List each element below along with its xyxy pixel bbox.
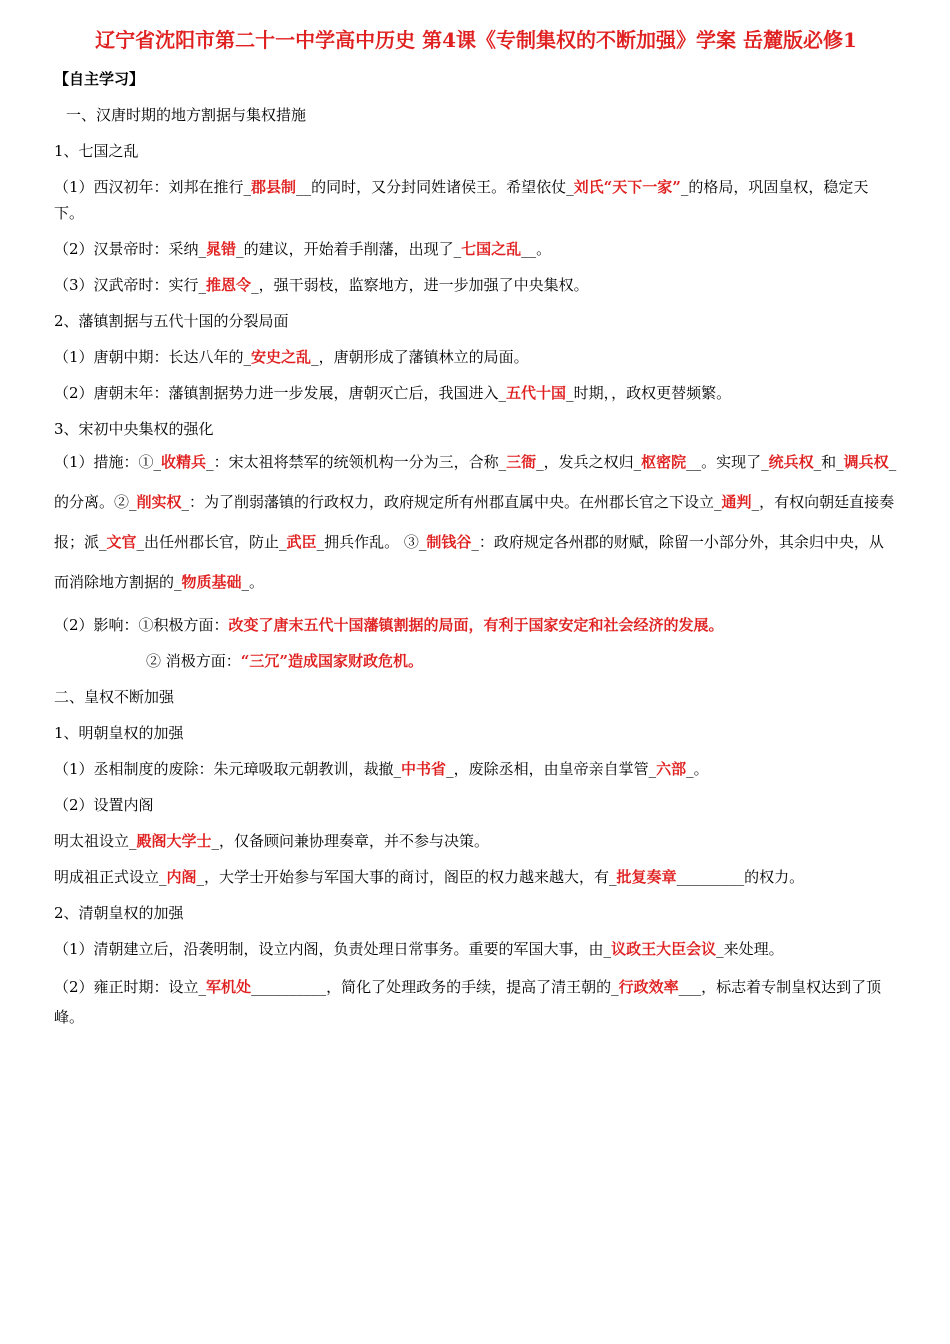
text: _，大学士开始参与军国大事的商讨，阁臣的权力越来越大，有_ <box>196 868 617 886</box>
text: _________的权力。 <box>676 868 805 886</box>
text: __的同时，又分封同姓诸侯王。希望依仗_ <box>296 178 574 196</box>
answer: 六部 <box>656 760 687 778</box>
text: _时期，，政权更替频繁。 <box>566 384 732 402</box>
text: _，仅备顾问兼协理奏章，并不参与决策。 <box>211 832 490 850</box>
part2-s2-p1 <box>54 936 898 962</box>
part1-s1-p3 <box>54 272 898 298</box>
page-title: 辽宁省沈阳市第二十一中学高中历史 第4课《专制集权的不断加强》学案 岳麓版必修1 <box>95 28 857 52</box>
part2-s1-p2: （2）设置内阁 <box>54 796 154 814</box>
part1-s3-heading: 3、宋初中央集权的强化 <box>54 420 214 438</box>
part1-s3-p2 <box>54 612 898 638</box>
answer: 枢密院 <box>641 453 687 471</box>
text: _的分离。②_ <box>54 453 897 511</box>
text: _和_ <box>813 453 844 471</box>
section-label: 【自主学习】 <box>54 70 145 88</box>
part1-s1-p2 <box>54 236 898 262</box>
text: （2）唐朝末年：藩镇割据势力进一步发展，唐朝灭亡后，我国进入_ <box>54 384 507 402</box>
answer: 改变了唐末五代十国藩镇割据的局面，有利于国家安定和社会经济的发展。 <box>228 616 724 634</box>
part2-s2-heading: 2、清朝皇权的加强 <box>54 904 184 922</box>
text: （3）汉武帝时：实行_ <box>54 276 207 294</box>
text: （2）汉景帝时：采纳_ <box>54 240 207 258</box>
part1-heading: 一、汉唐时期的地方割据与集权措施 <box>66 106 307 124</box>
answer: 中书省 <box>401 760 447 778</box>
part1-s2-p2 <box>54 380 898 406</box>
text: _拥兵作乱。 ③_ <box>316 533 427 551</box>
answer: 安史之乱 <box>251 348 312 366</box>
text: ___，标志着专制皇权达到了顶峰。 <box>54 978 882 1026</box>
answer: 殿阁大学士 <box>136 832 212 850</box>
part1-s1-heading: 1、七国之乱 <box>54 142 139 160</box>
answer: 收精兵 <box>161 453 207 471</box>
text: （2）影响：①积极方面： <box>54 616 229 634</box>
answer: 晁错 <box>206 240 237 258</box>
text: 明太祖设立_ <box>54 832 137 850</box>
part1-s2-p1 <box>54 344 898 370</box>
text: _，废除丞相，由皇帝亲自掌管_ <box>446 760 657 778</box>
text: _来处理。 <box>716 940 784 958</box>
answer: 七国之乱 <box>461 240 522 258</box>
text: _。 <box>686 760 709 778</box>
text: _，发兵之权归_ <box>536 453 642 471</box>
answer: 文官 <box>106 533 137 551</box>
answer: 行政效率 <box>618 978 679 996</box>
part2-s1-p3 <box>54 828 898 854</box>
part2-s2-p2 <box>54 972 898 1032</box>
answer: 统兵权 <box>768 453 814 471</box>
text: （1）措施：①_ <box>54 453 162 471</box>
text: _，强干弱枝，监察地方，进一步加强了中央集权。 <box>251 276 589 294</box>
text: （1）唐朝中期：长达八年的_ <box>54 348 252 366</box>
part2-heading: 二、皇权不断加强 <box>54 688 175 706</box>
part1-s2-heading: 2、藩镇割据与五代十国的分裂局面 <box>54 312 289 330</box>
text: _，唐朝形成了藩镇林立的局面。 <box>311 348 529 366</box>
text: （1）清朝建立后，沿袭明制，设立内阁，负责处理日常事务。重要的军国大事，由_ <box>54 940 612 958</box>
answer: 军机处 <box>206 978 252 996</box>
text: _：宋太祖将禁军的统领机构一分为三，合称_ <box>206 453 507 471</box>
text: （1）丞相制度的废除：朱元璋吸取元朝教训，裁撤_ <box>54 760 402 778</box>
answer: 郡县制 <box>251 178 297 196</box>
answer: 五代十国 <box>506 384 567 402</box>
text: 明成祖正式设立_ <box>54 868 167 886</box>
text: __。实现了_ <box>686 453 769 471</box>
answer: 批复奏章 <box>616 868 677 886</box>
answer: 调兵权 <box>843 453 889 471</box>
text: _出任州郡长官，防止_ <box>136 533 287 551</box>
answer: 刘氏“天下一家” <box>573 178 681 196</box>
text: _：为了削弱藩镇的行政权力，政府规定所有州郡直属中央。在州郡长官之下设立_ <box>181 493 722 511</box>
text: _，有权向朝廷直接奏报；派_ <box>54 493 895 551</box>
text: __________，简化了处理政务的手续，提高了清王朝的_ <box>251 978 619 996</box>
text: ② 消极方面： <box>146 652 241 670</box>
text: （2）雍正时期：设立_ <box>54 978 207 996</box>
part2-s1-heading: 1、明朝皇权的加强 <box>54 724 184 742</box>
text: _的格局，巩固皇权，稳定天下。 <box>54 178 869 222</box>
part2-s1-p1 <box>54 756 898 782</box>
answer: “三冗”造成国家财政危机。 <box>240 652 424 670</box>
answer: 议政王大臣会议 <box>611 940 717 958</box>
part2-s1-p4 <box>54 864 898 890</box>
part1-s1-p1 <box>54 174 898 226</box>
answer: 通判 <box>721 493 752 511</box>
text: _的建议，开始着手削藩，出现了_ <box>236 240 462 258</box>
answer: 推恩令 <box>206 276 252 294</box>
answer: 削实权 <box>136 493 182 511</box>
text: （1）西汉初年：刘邦在推行_ <box>54 178 252 196</box>
part1-s3-p3 <box>54 648 898 674</box>
part1-s3-p1 <box>54 442 898 602</box>
answer: 物质基础 <box>181 573 242 591</box>
answer: 武臣 <box>286 533 317 551</box>
answer: 制钱谷 <box>426 533 472 551</box>
answer: 内阁 <box>166 868 197 886</box>
text: _。 <box>241 573 265 591</box>
answer: 三衙 <box>506 453 537 471</box>
text: __。 <box>521 240 552 258</box>
text: _：政府规定各州郡的财赋，除留一小部分外，其余归中央，从而消除地方割据的_ <box>54 533 884 591</box>
